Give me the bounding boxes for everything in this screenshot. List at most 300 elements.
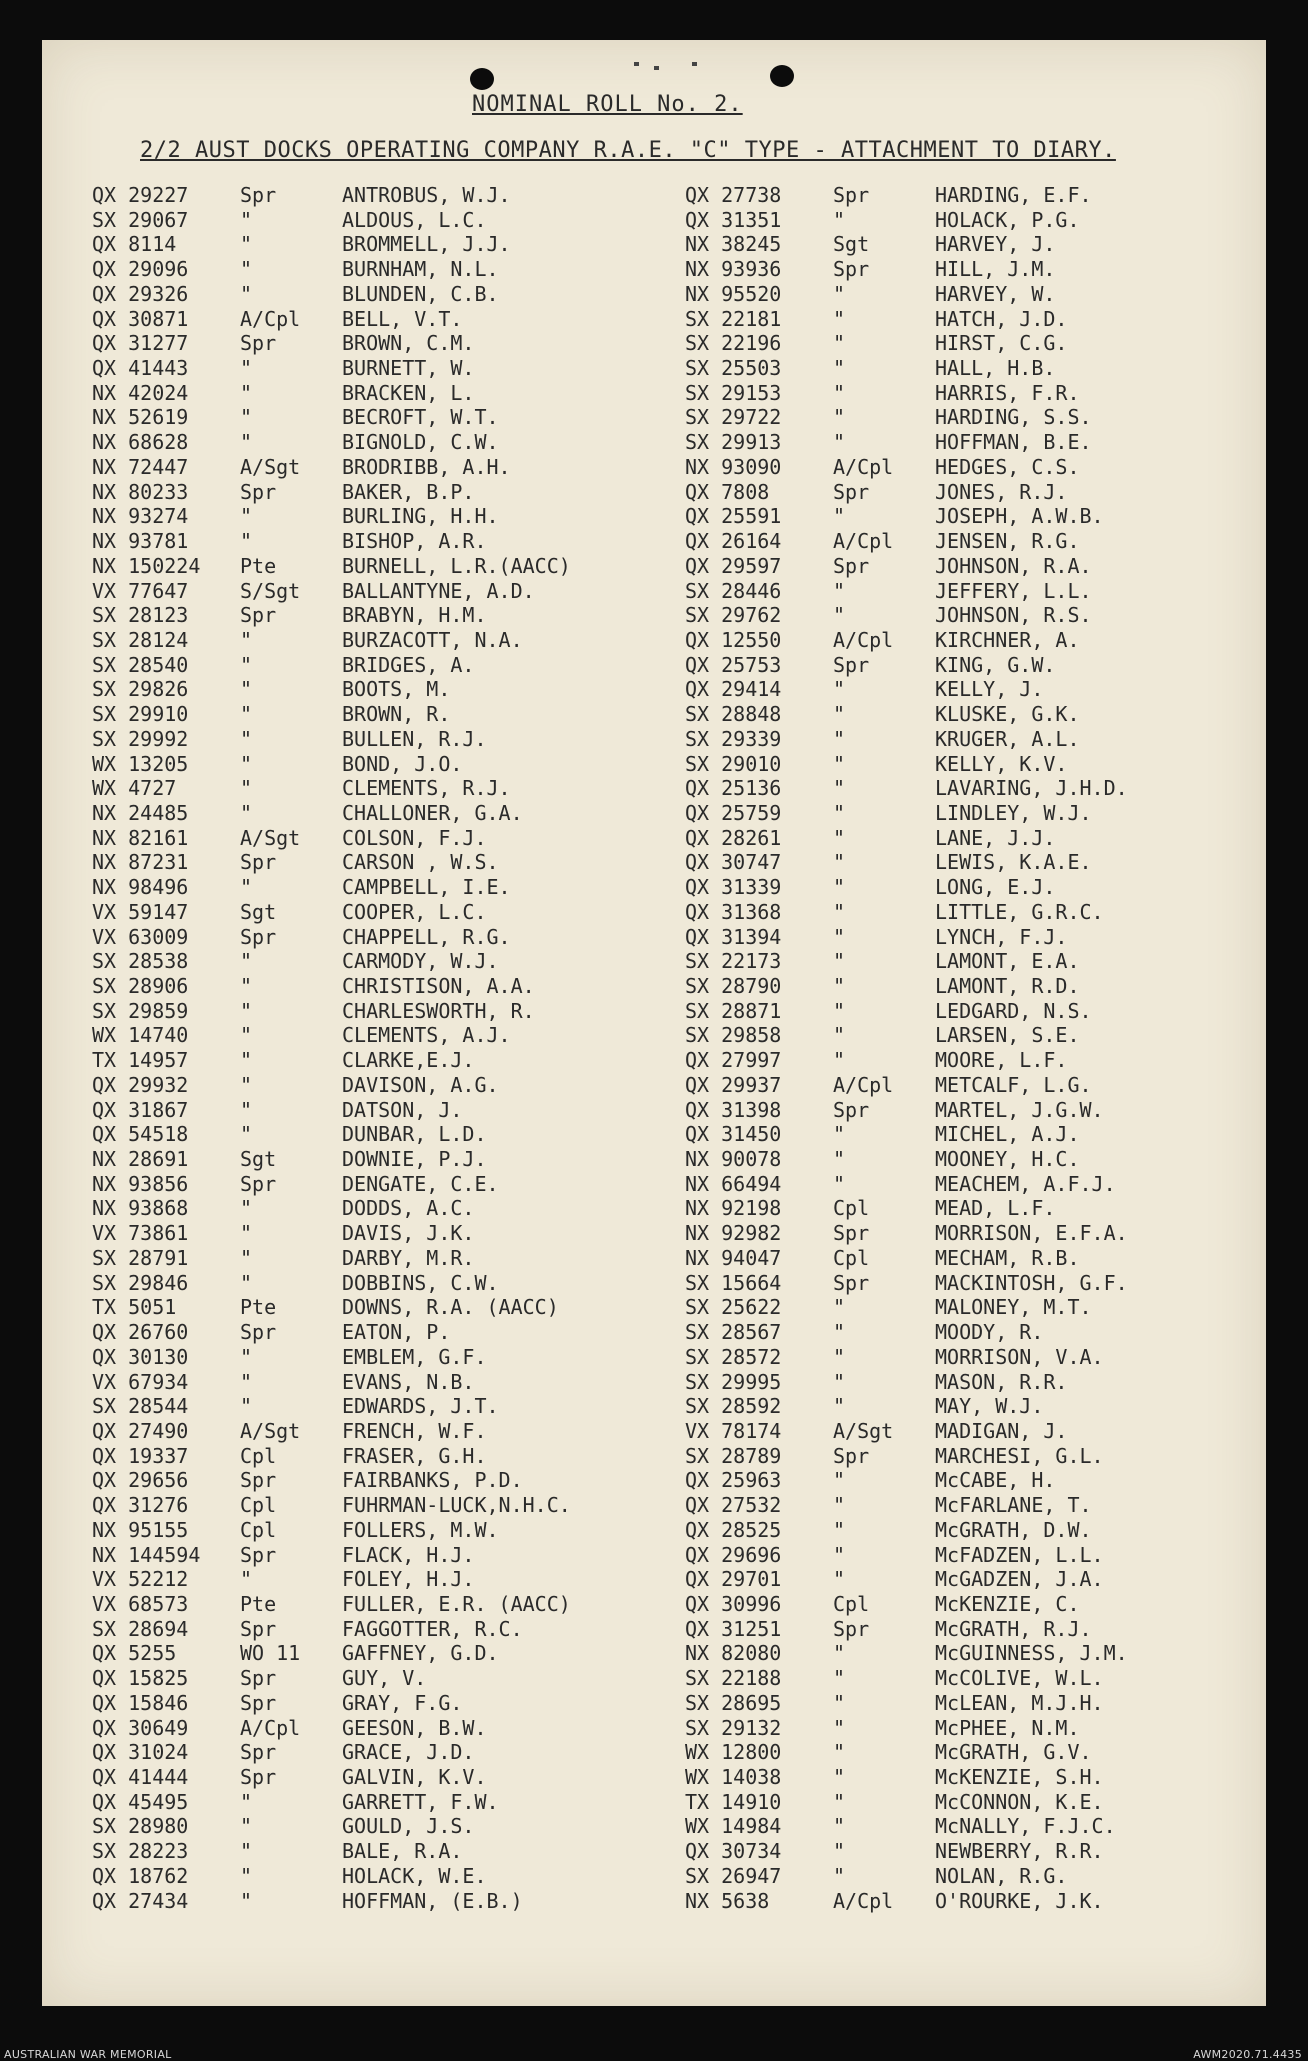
rank: Cpl	[240, 1443, 277, 1468]
service-number: QX 27434	[92, 1888, 189, 1913]
member-name: NEWBERRY, R.R.	[935, 1839, 1104, 1864]
rank: "	[833, 702, 846, 727]
member-name: MEAD, L.F.	[935, 1196, 1056, 1221]
service-number: SX 29722	[685, 405, 782, 430]
member-name: LAMONT, E.A.	[935, 949, 1080, 974]
service-number: SX 22181	[685, 306, 782, 331]
member-name: BOND, J.O.	[342, 751, 463, 776]
rank: "	[833, 578, 846, 603]
service-number: NX 150224	[92, 553, 201, 578]
service-number: SX 28980	[92, 1814, 189, 1839]
service-number: SX 28906	[92, 974, 189, 998]
archive-reference: AWM2020.71.4435	[1193, 2048, 1302, 2061]
member-name: BURNHAM, N.L.	[342, 257, 499, 282]
service-number: NX 93274	[92, 504, 189, 529]
service-number: VX 68573	[92, 1591, 189, 1616]
member-name: BURNETT, W.	[342, 356, 475, 381]
rank: Spr	[833, 1221, 870, 1246]
service-number: SX 28124	[92, 627, 189, 652]
member-name: BRIDGES, A.	[342, 652, 475, 677]
rank: A/Cpl	[833, 454, 894, 479]
member-name: DENGATE, C.E.	[342, 1171, 499, 1196]
member-name: BURZACOTT, N.A.	[342, 627, 523, 652]
member-name: McGUINNESS, J.M.	[935, 1641, 1128, 1666]
service-number: QX 30996	[685, 1591, 782, 1616]
service-number: NX 87231	[92, 850, 189, 875]
member-name: EATON, P.	[342, 1320, 451, 1345]
service-number: WX 14740	[92, 1023, 189, 1048]
rank: "	[240, 652, 253, 677]
rank: Spr	[833, 652, 870, 677]
service-number: SX 22196	[685, 331, 782, 356]
rank: "	[240, 702, 253, 727]
member-name: LANE, J.J.	[935, 825, 1056, 850]
service-number: NX 144594	[92, 1542, 201, 1567]
service-number: QX 15825	[92, 1666, 189, 1691]
service-number: SX 28695	[685, 1690, 782, 1715]
member-name: McFADZEN, L.L.	[935, 1542, 1104, 1567]
service-number: TX 14957	[92, 1048, 189, 1073]
member-name: FLACK, H.J.	[342, 1542, 475, 1567]
service-number: QX 45495	[92, 1789, 189, 1814]
member-name: JENSEN, R.G.	[935, 529, 1080, 554]
rank: "	[833, 1641, 846, 1666]
service-number: QX 27997	[685, 1048, 782, 1073]
member-name: LARSEN, S.E.	[935, 1023, 1080, 1048]
member-name: FUHRMAN-LUCK,N.H.C.	[342, 1493, 571, 1518]
rank: "	[833, 1814, 846, 1839]
service-number: VX 73861	[92, 1221, 189, 1246]
service-number: SX 29826	[92, 677, 189, 702]
member-name: BISHOP, A.R.	[342, 529, 487, 554]
member-name: McNALLY, F.J.C.	[935, 1814, 1116, 1839]
service-number: QX 31398	[685, 1097, 782, 1122]
service-number: QX 30649	[92, 1715, 189, 1740]
member-name: BROWN, C.M.	[342, 331, 475, 356]
rank: "	[240, 1270, 253, 1295]
member-name: JOHNSON, R.S.	[935, 603, 1092, 628]
service-number: WX 12800	[685, 1740, 782, 1765]
rank: "	[240, 1097, 253, 1122]
service-number: SX 28592	[685, 1394, 782, 1419]
service-number: QX 27738	[685, 183, 782, 207]
rank: Spr	[240, 331, 277, 356]
rank: "	[833, 380, 846, 405]
service-number: QX 54518	[92, 1122, 189, 1147]
rank: "	[833, 1468, 846, 1493]
service-number: NX 38245	[685, 232, 782, 257]
service-number: QX 19337	[92, 1443, 189, 1468]
service-number: SX 28567	[685, 1320, 782, 1345]
service-number: QX 8114	[92, 232, 177, 257]
member-name: BALLANTYNE, A.D.	[342, 578, 535, 603]
rank: "	[833, 850, 846, 875]
member-name: MEACHEM, A.F.J.	[935, 1171, 1116, 1196]
rank: "	[240, 998, 253, 1023]
rank: "	[833, 331, 846, 356]
rank: "	[833, 1295, 846, 1320]
member-name: EVANS, N.B.	[342, 1369, 475, 1394]
rank: "	[240, 1814, 253, 1839]
service-number: TX 14910	[685, 1789, 782, 1814]
service-number: NX 42024	[92, 380, 189, 405]
service-number: NX 93936	[685, 257, 782, 282]
rank: "	[240, 1221, 253, 1246]
member-name: LAVARING, J.H.D.	[935, 776, 1128, 801]
rank: "	[240, 529, 253, 554]
service-number: VX 67934	[92, 1369, 189, 1394]
service-number: SX 28871	[685, 998, 782, 1023]
member-name: MARTEL, J.G.W.	[935, 1097, 1104, 1122]
member-name: BURLING, H.H.	[342, 504, 499, 529]
member-name: GRAY, F.G.	[342, 1690, 463, 1715]
member-name: KELLY, J.	[935, 677, 1044, 702]
member-name: FAGGOTTER, R.C.	[342, 1616, 523, 1641]
rank: "	[240, 1344, 253, 1369]
member-name: FOLEY, H.J.	[342, 1567, 475, 1592]
service-number: NX 93856	[92, 1171, 189, 1196]
service-number: SX 25503	[685, 356, 782, 381]
rank: A/Sgt	[240, 1418, 301, 1443]
member-name: DAVIS, J.K.	[342, 1221, 475, 1246]
rank: A/Cpl	[240, 306, 301, 331]
rank: Pte	[240, 553, 277, 578]
service-number: QX 29701	[685, 1567, 782, 1592]
service-number: QX 31276	[92, 1493, 189, 1518]
rank: Spr	[240, 850, 277, 875]
member-name: CLARKE,E.J.	[342, 1048, 475, 1073]
member-name: BALE, R.A.	[342, 1839, 463, 1864]
member-name: MOODY, R.	[935, 1320, 1044, 1345]
member-name: FAIRBANKS, P.D.	[342, 1468, 523, 1493]
rank: "	[240, 430, 253, 455]
member-name: McGRATH, D.W.	[935, 1517, 1092, 1542]
member-name: JOHNSON, R.A.	[935, 553, 1092, 578]
rank: Cpl	[240, 1493, 277, 1518]
member-name: HIRST, C.G.	[935, 331, 1068, 356]
service-number: QX 27490	[92, 1418, 189, 1443]
member-name: McGRATH, R.J.	[935, 1616, 1092, 1641]
rank: Spr	[833, 257, 870, 282]
member-name: McCOLIVE, W.L.	[935, 1666, 1104, 1691]
service-number: NX 24485	[92, 800, 189, 825]
member-name: DOWNIE, P.J.	[342, 1147, 487, 1172]
service-number: NX 92982	[685, 1221, 782, 1246]
ink-mark	[634, 62, 639, 66]
service-number: SX 28791	[92, 1245, 189, 1270]
rank: "	[833, 603, 846, 628]
member-name: FRASER, G.H.	[342, 1443, 487, 1468]
member-name: HALL, H.B.	[935, 356, 1056, 381]
service-number: SX 28572	[685, 1344, 782, 1369]
rank: Spr	[240, 479, 277, 504]
rank: "	[240, 875, 253, 900]
member-name: LYNCH, F.J.	[935, 924, 1068, 949]
rank: Cpl	[833, 1196, 870, 1221]
service-number: QX 12550	[685, 627, 782, 652]
member-name: BROMMELL, J.J.	[342, 232, 511, 257]
member-name: MOONEY, H.C.	[935, 1147, 1080, 1172]
service-number: QX 28261	[685, 825, 782, 850]
rank: Pte	[240, 1295, 277, 1320]
member-name: LONG, E.J.	[935, 875, 1056, 900]
member-name: LAMONT, R.D.	[935, 974, 1080, 998]
service-number: NX 82161	[92, 825, 189, 850]
rank: "	[833, 430, 846, 455]
rank: "	[833, 677, 846, 702]
rank: "	[833, 306, 846, 331]
rank: A/Cpl	[833, 529, 894, 554]
rank: "	[240, 281, 253, 306]
member-name: CHAPPELL, R.G.	[342, 924, 511, 949]
member-name: MACKINTOSH, G.F.	[935, 1270, 1128, 1295]
member-name: LEWIS, K.A.E.	[935, 850, 1092, 875]
service-number: QX 25136	[685, 776, 782, 801]
rank: "	[833, 776, 846, 801]
member-name: HARDING, S.S.	[935, 405, 1092, 430]
member-name: MICHEL, A.J.	[935, 1122, 1080, 1147]
service-number: QX 29326	[92, 281, 189, 306]
member-name: KING, G.W.	[935, 652, 1056, 677]
rank: A/Sgt	[833, 1418, 894, 1443]
member-name: EMBLEM, G.F.	[342, 1344, 487, 1369]
rank: "	[240, 1245, 253, 1270]
rank: "	[833, 1567, 846, 1592]
service-number: SX 28446	[685, 578, 782, 603]
member-name: DATSON, J.	[342, 1097, 463, 1122]
service-number: QX 31394	[685, 924, 782, 949]
service-number: QX 31024	[92, 1740, 189, 1765]
rank: Spr	[240, 1740, 277, 1765]
rank: Spr	[833, 1443, 870, 1468]
member-name: GAFFNEY, G.D.	[342, 1641, 499, 1666]
member-name: CHALLONER, G.A.	[342, 800, 523, 825]
service-number: SX 28223	[92, 1839, 189, 1864]
member-name: MORRISON, V.A.	[935, 1344, 1104, 1369]
service-number: QX 27532	[685, 1493, 782, 1518]
rank: "	[833, 356, 846, 381]
service-number: NX 68628	[92, 430, 189, 455]
service-number: VX 59147	[92, 899, 189, 924]
service-number: QX 28525	[685, 1517, 782, 1542]
service-number: QX 29932	[92, 1072, 189, 1097]
member-name: McCONNON, K.E.	[935, 1789, 1104, 1814]
service-number: SX 29992	[92, 726, 189, 751]
member-name: BURNELL, L.R.(AACC)	[342, 553, 571, 578]
rank: Spr	[833, 183, 870, 207]
rank: "	[240, 1839, 253, 1864]
service-number: QX 25963	[685, 1468, 782, 1493]
member-name: McKENZIE, S.H.	[935, 1765, 1104, 1789]
rank: Sgt	[833, 232, 870, 257]
service-number: SX 29132	[685, 1715, 782, 1740]
service-number: NX 98496	[92, 875, 189, 900]
service-number: QX 30747	[685, 850, 782, 875]
member-name: NOLAN, R.G.	[935, 1863, 1068, 1888]
service-number: QX 41444	[92, 1765, 189, 1789]
rank: "	[240, 751, 253, 776]
rank: "	[240, 776, 253, 801]
service-number: SX 29858	[685, 1023, 782, 1048]
rank: "	[240, 380, 253, 405]
member-name: HILL, J.M.	[935, 257, 1056, 282]
rank: S/Sgt	[240, 578, 301, 603]
service-number: QX 29937	[685, 1072, 782, 1097]
member-name: HATCH, J.D.	[935, 306, 1068, 331]
rank: Spr	[240, 1542, 277, 1567]
service-number: WX 4727	[92, 776, 177, 801]
rank: "	[833, 281, 846, 306]
rank: Spr	[240, 1320, 277, 1345]
service-number: NX 72447	[92, 454, 189, 479]
member-name: BECROFT, W.T.	[342, 405, 499, 430]
rank: "	[240, 800, 253, 825]
service-number: QX 25759	[685, 800, 782, 825]
member-name: LINDLEY, W.J.	[935, 800, 1092, 825]
member-name: KRUGER, A.L.	[935, 726, 1080, 751]
ink-mark	[692, 62, 697, 66]
service-number: SX 28544	[92, 1394, 189, 1419]
rank: Spr	[240, 924, 277, 949]
service-number: NX 93868	[92, 1196, 189, 1221]
service-number: QX 31277	[92, 331, 189, 356]
rank: "	[833, 1147, 846, 1172]
member-name: HARVEY, J.	[935, 232, 1056, 257]
member-name: DAVISON, A.G.	[342, 1072, 499, 1097]
member-name: BLUNDEN, C.B.	[342, 281, 499, 306]
service-number: SX 29339	[685, 726, 782, 751]
rank: "	[833, 1048, 846, 1073]
rank: "	[833, 1394, 846, 1419]
service-number: QX 41443	[92, 356, 189, 381]
member-name: CHARLESWORTH, R.	[342, 998, 535, 1023]
rank: "	[240, 949, 253, 974]
rank: Spr	[240, 183, 277, 207]
rank: Spr	[240, 603, 277, 628]
rank: "	[833, 974, 846, 998]
rank: "	[240, 257, 253, 282]
member-name: McGRATH, G.V.	[935, 1740, 1092, 1765]
service-number: QX 31251	[685, 1616, 782, 1641]
rank: "	[240, 207, 253, 232]
rank: "	[240, 1789, 253, 1814]
member-name: GUY, V.	[342, 1666, 427, 1691]
service-number: NX 93781	[92, 529, 189, 554]
service-number: SX 15664	[685, 1270, 782, 1295]
service-number: SX 29010	[685, 751, 782, 776]
rank: Cpl	[833, 1245, 870, 1270]
member-name: CHRISTISON, A.A.	[342, 974, 535, 998]
rank: A/Cpl	[833, 627, 894, 652]
service-number: NX 95155	[92, 1517, 189, 1542]
rank: "	[240, 405, 253, 430]
archive-credit: AUSTRALIAN WAR MEMORIAL	[4, 2048, 172, 2061]
rank: "	[833, 1122, 846, 1147]
rank: "	[240, 677, 253, 702]
service-number: QX 15846	[92, 1690, 189, 1715]
rank: "	[833, 207, 846, 232]
member-name: BRODRIBB, A.H.	[342, 454, 511, 479]
member-name: BELL, V.T.	[342, 306, 463, 331]
service-number: VX 77647	[92, 578, 189, 603]
member-name: GOULD, J.S.	[342, 1814, 475, 1839]
rank: "	[240, 232, 253, 257]
member-name: HOFFMAN, (E.B.)	[342, 1888, 523, 1913]
rank: "	[833, 998, 846, 1023]
service-number: WX 14984	[685, 1814, 782, 1839]
member-name: CARMODY, W.J.	[342, 949, 499, 974]
rank: "	[833, 1344, 846, 1369]
service-number: NX 80233	[92, 479, 189, 504]
rank: "	[833, 1666, 846, 1691]
rank: "	[833, 1789, 846, 1814]
rank: "	[240, 504, 253, 529]
rank: WO 11	[240, 1641, 301, 1666]
rank: "	[833, 1493, 846, 1518]
rank: "	[833, 1690, 846, 1715]
member-name: McKENZIE, C.	[935, 1591, 1080, 1616]
rank: "	[240, 1023, 253, 1048]
member-name: GRACE, J.D.	[342, 1740, 475, 1765]
service-number: SX 29153	[685, 380, 782, 405]
service-number: SX 29067	[92, 207, 189, 232]
service-number: VX 78174	[685, 1418, 782, 1443]
member-name: JOSEPH, A.W.B.	[935, 504, 1104, 529]
service-number: SX 29995	[685, 1369, 782, 1394]
member-name: EDWARDS, J.T.	[342, 1394, 499, 1419]
service-number: QX 30871	[92, 306, 189, 331]
rank: "	[833, 875, 846, 900]
rank: Sgt	[240, 899, 277, 924]
service-number: NX 93090	[685, 454, 782, 479]
rank: A/Sgt	[240, 454, 301, 479]
service-number: NX 92198	[685, 1196, 782, 1221]
service-number: SX 28790	[685, 974, 782, 998]
service-number: WX 13205	[92, 751, 189, 776]
member-name: JEFFERY, L.L.	[935, 578, 1092, 603]
member-name: DUNBAR, L.D.	[342, 1122, 487, 1147]
member-name: DODDS, A.C.	[342, 1196, 475, 1221]
member-name: DOBBINS, C.W.	[342, 1270, 499, 1295]
rank: A/Cpl	[240, 1715, 301, 1740]
member-name: KIRCHNER, A.	[935, 627, 1080, 652]
member-name: BIGNOLD, C.W.	[342, 430, 499, 455]
member-name: HARDING, E.F.	[935, 183, 1092, 207]
rank: "	[833, 751, 846, 776]
rank: "	[833, 924, 846, 949]
member-name: BOOTS, M.	[342, 677, 451, 702]
member-name: GARRETT, F.W.	[342, 1789, 499, 1814]
service-number: QX 31867	[92, 1097, 189, 1122]
member-name: MOORE, L.F.	[935, 1048, 1068, 1073]
service-number: QX 29597	[685, 553, 782, 578]
member-name: GALVIN, K.V.	[342, 1765, 487, 1789]
service-number: SX 29846	[92, 1270, 189, 1295]
member-name: MALONEY, M.T.	[935, 1295, 1092, 1320]
punch-hole-right	[770, 65, 794, 87]
rank: "	[240, 974, 253, 998]
member-name: JONES, R.J.	[935, 479, 1068, 504]
member-name: O'ROURKE, J.K.	[935, 1888, 1104, 1913]
service-number: QX 7808	[685, 479, 770, 504]
rank: "	[240, 726, 253, 751]
member-name: ALDOUS, L.C.	[342, 207, 487, 232]
rank: Spr	[833, 479, 870, 504]
service-number: QX 29227	[92, 183, 189, 207]
member-name: HOLACK, W.E.	[342, 1863, 487, 1888]
service-number: SX 28694	[92, 1616, 189, 1641]
rank: "	[833, 1369, 846, 1394]
